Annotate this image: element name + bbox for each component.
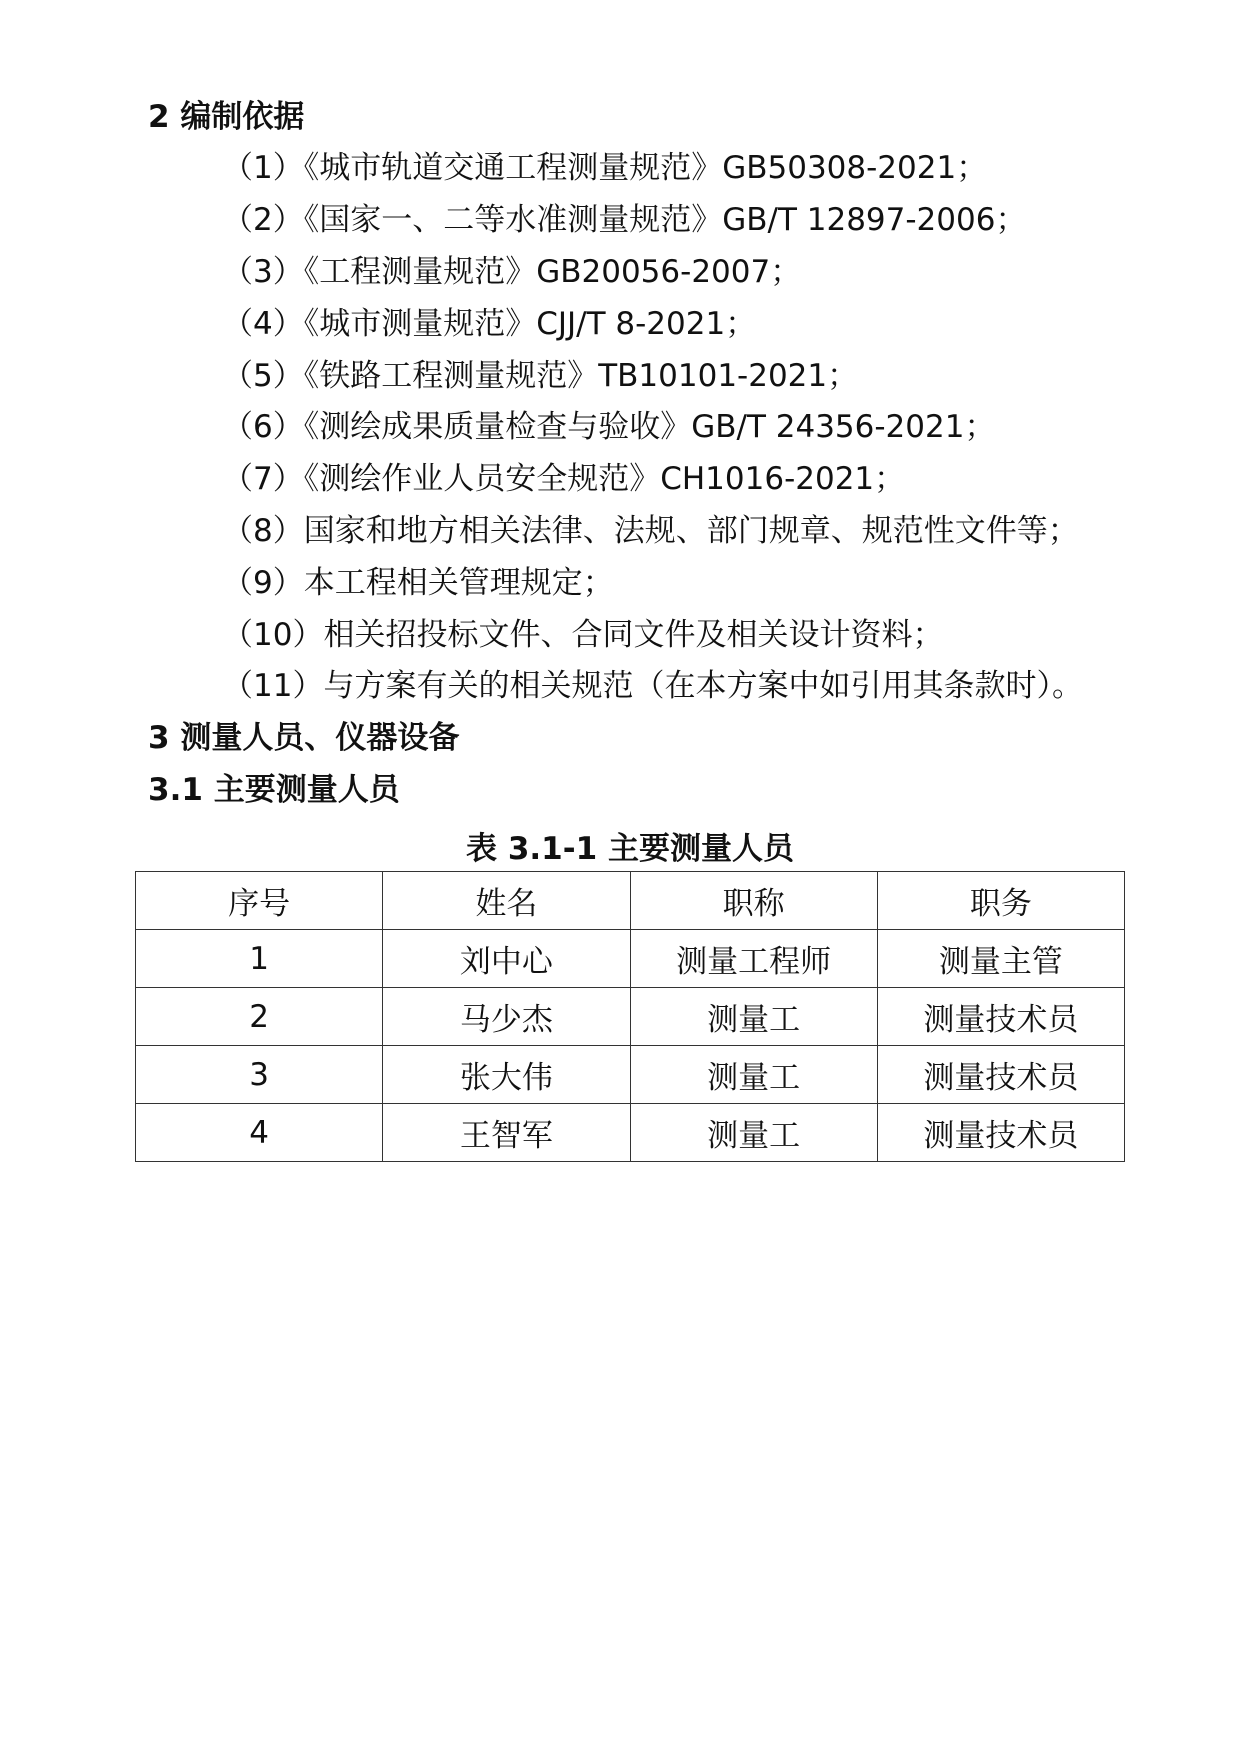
table-cell: 张大伟	[383, 1046, 630, 1104]
table-cell: 测量技术员	[877, 1104, 1124, 1162]
table-row	[136, 930, 1125, 988]
basis-item-10: （10）相关招投标文件、合同文件及相关设计资料；	[222, 617, 944, 653]
table-caption: 表 3.1-1 主要测量人员	[466, 831, 794, 867]
basis-item-7: （7）《测绘作业人员安全规范》CH1016-2021；	[222, 461, 906, 497]
table-cell: 马少杰	[383, 988, 630, 1046]
table-cell: 测量工程师	[630, 930, 877, 988]
table-cell: 测量工	[630, 988, 877, 1046]
basis-item-4: （4）《城市测量规范》CJJ/T 8-2021；	[222, 306, 757, 342]
table-row	[136, 1104, 1125, 1162]
table-row	[136, 1046, 1125, 1104]
table-cell: 测量工	[630, 1104, 877, 1162]
table-cell: 2	[136, 988, 383, 1046]
section-2-heading: 2 编制依据	[148, 99, 305, 135]
table-cell: 测量工	[630, 1046, 877, 1104]
basis-item-8: （8）国家和地方相关法律、法规、部门规章、规范性文件等；	[222, 513, 1079, 549]
header-cell: 序号	[136, 872, 383, 930]
header-cell: 姓名	[383, 872, 630, 930]
table-cell: 王智军	[383, 1104, 630, 1162]
basis-item-3: （3）《工程测量规范》GB20056-2007；	[222, 254, 802, 290]
basis-item-9: （9）本工程相关管理规定；	[222, 565, 614, 601]
table-cell: 1	[136, 930, 383, 988]
basis-item-6: （6）《测绘成果质量检查与验收》GB/T 24356-2021；	[222, 409, 996, 445]
basis-item-2: （2）《国家一、二等水准测量规范》GB/T 12897-2006；	[222, 202, 1027, 238]
section-3-heading: 3 测量人员、仪器设备	[148, 720, 460, 756]
table-cell: 4	[136, 1104, 383, 1162]
table-cell: 测量技术员	[877, 1046, 1124, 1104]
table-cell: 3	[136, 1046, 383, 1104]
basis-item-5: （5）《铁路工程测量规范》TB10101-2021；	[222, 358, 859, 394]
table-header-row	[136, 872, 1125, 930]
basis-item-1: （1）《城市轨道交通工程测量规范》GB50308-2021；	[222, 150, 988, 186]
header-cell: 职务	[877, 872, 1124, 930]
table-cell: 刘中心	[383, 930, 630, 988]
table-cell: 测量技术员	[877, 988, 1124, 1046]
staff-table	[135, 871, 1125, 1162]
table-row	[136, 988, 1125, 1046]
section-3-1-heading: 3.1 主要测量人员	[148, 772, 400, 808]
table-cell: 测量主管	[877, 930, 1124, 988]
header-cell: 职称	[630, 872, 877, 930]
basis-item-11: （11）与方案有关的相关规范（在本方案中如引用其条款时）。	[222, 668, 1083, 704]
